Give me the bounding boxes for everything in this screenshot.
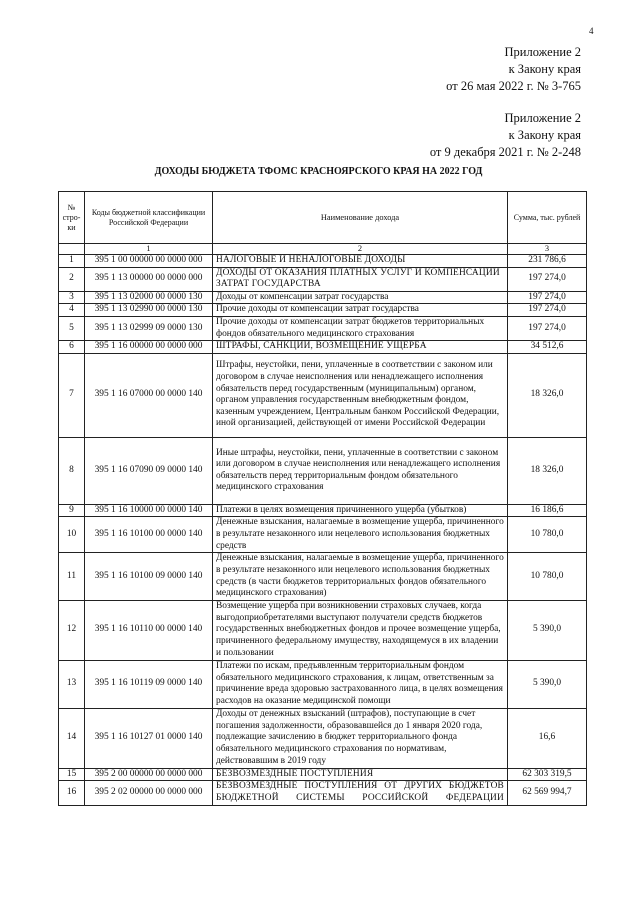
appendix-old-line-3: от 9 декабря 2021 г. № 2-248 — [429, 145, 581, 159]
table-row — [59, 600, 587, 660]
table-header-row — [59, 192, 587, 244]
column-index-cell: 2 — [213, 244, 508, 255]
sum-cell: 16 186,6 — [508, 504, 587, 517]
classification-code-cell: 395 1 16 10100 09 0000 140 — [85, 553, 213, 600]
column-index-cell: 1 — [85, 244, 213, 255]
row-number-cell: 3 — [59, 291, 85, 304]
row-number-cell: 4 — [59, 304, 85, 317]
income-name-cell: Денежные взыскания, налагаемые в возмещение ущерба, причиненного в результате незаконного или нецелевого использования бюджетных средств — [213, 517, 508, 553]
sum-cell: 197 274,0 — [508, 291, 587, 304]
table-row — [59, 291, 587, 304]
classification-code-cell: 395 1 00 00000 00 0000 000 — [85, 255, 213, 268]
row-number-cell: 6 — [59, 341, 85, 354]
table-row — [59, 353, 587, 437]
sum-cell: 10 780,0 — [508, 553, 587, 600]
row-number-cell: 11 — [59, 553, 85, 600]
sum-cell: 18 326,0 — [508, 353, 587, 437]
row-number-cell: 10 — [59, 517, 85, 553]
income-name-cell: Иные штрафы, неустойки, пени, уплаченные в соответствии с законом или договором в случае неисполнения или ненадлежащего исполнения обязательств перед территориальным фондом обязательного медицинского страхования — [213, 437, 508, 504]
table-row — [59, 553, 587, 600]
income-name-cell: Денежные взыскания, налагаемые в возмещение ущерба, причиненного в результате незаконного или нецелевого использования бюджетных средств (в части бюджетов территориальных фондов обязательного медицинского страхования) — [213, 553, 508, 600]
sum-cell: 16,6 — [508, 708, 587, 768]
table-row — [59, 341, 587, 354]
appendix-new-line-1: Приложение 2 — [504, 45, 581, 59]
sum-cell: 197 274,0 — [508, 316, 587, 340]
column-index-cell — [59, 244, 85, 255]
document-title: ДОХОДЫ БЮДЖЕТА ТФОМС КРАСНОЯРСКОГО КРАЯ НА 2022 ГОД — [154, 166, 483, 177]
income-name-cell: Прочие доходы от компенсации затрат государства — [213, 304, 508, 317]
table-row — [59, 517, 587, 553]
classification-code-cell: 395 1 16 10000 00 0000 140 — [85, 504, 213, 517]
income-name-cell: Платежи по искам, предъявленным территориальным фондом обязательного медицинского страхования, к лицам, ответственным за причинение вреда здоровью застрахованного лица, в целях возмещения расходов на оказание медицинской помощи — [213, 660, 508, 708]
row-number-cell: 16 — [59, 781, 85, 805]
row-number-cell: 15 — [59, 768, 85, 781]
table-row — [59, 316, 587, 340]
column-index-row — [59, 244, 587, 255]
table-row — [59, 660, 587, 708]
classification-code-cell: 395 1 16 10100 00 0000 140 — [85, 517, 213, 553]
row-number-cell: 7 — [59, 353, 85, 437]
sum-cell: 62 569 994,7 — [508, 781, 587, 805]
header-row-number: № стро-ки — [59, 192, 85, 244]
sum-cell: 197 274,0 — [508, 304, 587, 317]
table-row — [59, 267, 587, 291]
header-sum: Сумма, тыс. рублей — [508, 192, 587, 244]
income-name-cell: Платежи в целях возмещения причиненного ущерба (убытков) — [213, 504, 508, 517]
sum-cell: 34 512,6 — [508, 341, 587, 354]
appendix-new-line-2: к Закону края — [508, 62, 581, 76]
table-row — [59, 255, 587, 268]
income-name-cell: ДОХОДЫ ОТ ОКАЗАНИЯ ПЛАТНЫХ УСЛУГ И КОМПЕНСАЦИИ ЗАТРАТ ГОСУДАРСТВА — [213, 267, 508, 291]
header-classification-code: Коды бюджетной классификации Российской Федерации — [85, 192, 213, 244]
row-number-cell: 9 — [59, 504, 85, 517]
column-index-cell: 3 — [508, 244, 587, 255]
classification-code-cell: 395 1 13 00000 00 0000 000 — [85, 267, 213, 291]
sum-cell: 62 303 319,5 — [508, 768, 587, 781]
row-number-cell: 14 — [59, 708, 85, 768]
income-name-cell: БЕЗВОЗМЕЗДНЫЕ ПОСТУПЛЕНИЯ — [213, 768, 508, 781]
income-name-cell: Доходы от денежных взысканий (штрафов), поступающие в счет погашения задолженности, образовавшейся до 1 января 2020 года, подлежащие зачислению в бюджет территориального фонда обязательного медицинского страхования по нормативам, действовавшим в 2019 году — [213, 708, 508, 768]
income-table — [58, 191, 587, 806]
classification-code-cell: 395 2 02 00000 00 0000 000 — [85, 781, 213, 805]
appendix-old-line-2: к Закону края — [508, 128, 581, 142]
sum-cell: 5 390,0 — [508, 660, 587, 708]
row-number-cell: 1 — [59, 255, 85, 268]
appendix-header-old — [430, 110, 581, 161]
classification-code-cell: 395 1 16 07090 09 0000 140 — [85, 437, 213, 504]
income-name-cell: ШТРАФЫ, САНКЦИИ, ВОЗМЕЩЕНИЕ УЩЕРБА — [213, 341, 508, 354]
sum-cell: 5 390,0 — [508, 600, 587, 660]
classification-code-cell: 395 2 00 00000 00 0000 000 — [85, 768, 213, 781]
classification-code-cell: 395 1 16 10119 09 0000 140 — [85, 660, 213, 708]
table-row — [59, 437, 587, 504]
classification-code-cell: 395 1 13 02999 09 0000 130 — [85, 316, 213, 340]
table-row — [59, 304, 587, 317]
page-number: 4 — [589, 26, 594, 36]
row-number-cell: 8 — [59, 437, 85, 504]
appendix-header-new — [446, 44, 581, 95]
table-row — [59, 768, 587, 781]
table-row — [59, 708, 587, 768]
income-name-cell: НАЛОГОВЫЕ И НЕНАЛОГОВЫЕ ДОХОДЫ — [213, 255, 508, 268]
row-number-cell: 5 — [59, 316, 85, 340]
classification-code-cell: 395 1 13 02990 00 0000 130 — [85, 304, 213, 317]
classification-code-cell: 395 1 16 00000 00 0000 000 — [85, 341, 213, 354]
income-name-cell: Доходы от компенсации затрат государства — [213, 291, 508, 304]
income-name-cell: БЕЗВОЗМЕЗДНЫЕ ПОСТУПЛЕНИЯ ОТ ДРУГИХ БЮДЖЕТОВ БЮДЖЕТНОЙ СИСТЕМЫ РОССИЙСКОЙ ФЕДЕРАЦИИ — [213, 781, 508, 805]
appendix-old-line-1: Приложение 2 — [504, 111, 581, 125]
row-number-cell: 2 — [59, 267, 85, 291]
table-row — [59, 504, 587, 517]
income-name-cell: Прочие доходы от компенсации затрат бюджетов территориальных фондов обязательного медицинского страхования — [213, 316, 508, 340]
classification-code-cell: 395 1 13 02000 00 0000 130 — [85, 291, 213, 304]
appendix-new-line-3: от 26 мая 2022 г. № 3-765 — [446, 79, 581, 93]
sum-cell: 197 274,0 — [508, 267, 587, 291]
table-row — [59, 781, 587, 805]
sum-cell: 18 326,0 — [508, 437, 587, 504]
income-name-cell: Возмещение ущерба при возникновении страховых случаев, когда выгодоприобретателями выступают получатели средств бюджетов государственных внебюджетных фондов и прочее возмещение ущерба, причиненного федеральному имуществу, находящемуся в их владении и пользовании — [213, 600, 508, 660]
classification-code-cell: 395 1 16 07000 00 0000 140 — [85, 353, 213, 437]
sum-cell: 10 780,0 — [508, 517, 587, 553]
classification-code-cell: 395 1 16 10110 00 0000 140 — [85, 600, 213, 660]
classification-code-cell: 395 1 16 10127 01 0000 140 — [85, 708, 213, 768]
income-name-cell: Штрафы, неустойки, пени, уплаченные в соответствии с законом или договором в случае неисполнения или ненадлежащего исполнения обязательств перед государственным (муниципальным) органом, органом управления государственным внебюджетным фондом, казенным учреждением, Центральным банком Российской Федерации, иной организацией, действующей от имени Российской Федерации — [213, 353, 508, 437]
sum-cell: 231 786,6 — [508, 255, 587, 268]
row-number-cell: 13 — [59, 660, 85, 708]
row-number-cell: 12 — [59, 600, 85, 660]
header-income-name: Наименование дохода — [213, 192, 508, 244]
